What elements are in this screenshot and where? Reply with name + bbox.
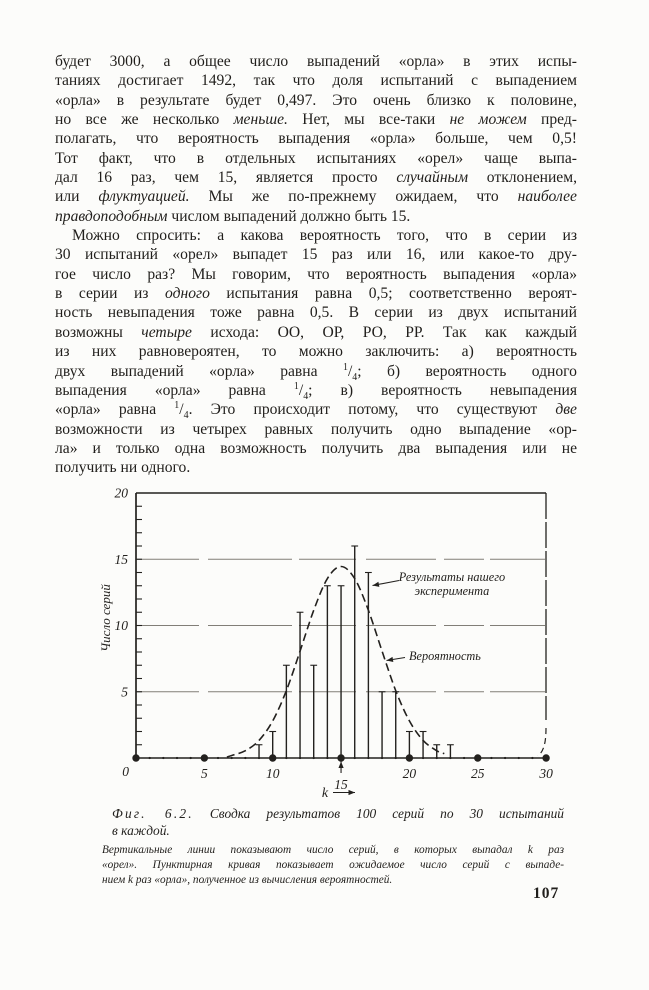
x-major-dot xyxy=(542,754,549,761)
text-line xyxy=(55,323,577,342)
figure-footnote xyxy=(102,843,564,888)
y-label-0: 0 xyxy=(122,764,129,779)
text-segment: . Это происходит потому, что существуют xyxy=(188,401,556,419)
x-axis-arrow-head xyxy=(349,790,356,795)
text-segment: раз xyxy=(532,844,564,856)
text-segment: но все же несколько xyxy=(55,111,234,129)
x-major-dot xyxy=(201,754,208,761)
text-segment: четыре xyxy=(141,323,192,341)
text-segment: две xyxy=(555,401,577,419)
body-text xyxy=(55,52,577,478)
x-dot xyxy=(299,757,301,759)
x-dot xyxy=(176,757,178,759)
x-label-25: 25 xyxy=(471,766,485,781)
x-label-20: 20 xyxy=(402,766,417,781)
x-dot xyxy=(285,757,287,759)
text-segment: / xyxy=(347,362,353,380)
bars-annotation-line2: эксперимента xyxy=(414,584,490,598)
x-dot xyxy=(518,757,520,759)
text-segment: испытания равна 0,5; соответственно вероят- xyxy=(209,285,577,303)
text-line xyxy=(55,381,577,400)
x-label-15: 15 xyxy=(334,777,348,792)
text-segment: 1 xyxy=(342,361,348,373)
x-dot xyxy=(190,757,192,759)
figure-6-2-chart xyxy=(88,476,588,806)
x-dot xyxy=(367,757,369,759)
text-segment: Мы же по-прежнему ожидаем, что xyxy=(189,188,518,206)
x-dot xyxy=(162,757,164,759)
x-dot xyxy=(326,757,328,759)
x-dot xyxy=(504,757,506,759)
text-segment: дал 16 раз, чем 15, является просто xyxy=(55,169,397,187)
text-line xyxy=(102,873,564,888)
text-segment: k xyxy=(527,844,533,856)
y-label-5: 5 xyxy=(121,684,128,700)
x-dot xyxy=(422,757,424,759)
x-major-dot xyxy=(132,754,139,761)
text-segment: Тот факт, что в отдельных испытаниях «орел» чаще выпа- xyxy=(55,149,577,167)
curve-annotation-arrow-head xyxy=(387,657,394,662)
x-major-dot xyxy=(474,754,481,761)
text-segment: одного xyxy=(164,285,210,303)
text-segment: k xyxy=(128,874,134,886)
curve-annotation: Вероятность xyxy=(409,649,481,663)
x-label-10: 10 xyxy=(265,766,280,781)
x-dot xyxy=(449,757,451,759)
text-segment: ; б) вероятность одного xyxy=(357,362,577,380)
x-dot xyxy=(258,757,260,759)
text-segment: или xyxy=(55,188,99,206)
text-line xyxy=(55,52,577,71)
text-segment: правдоподобным xyxy=(55,207,168,225)
text-segment: 30 испытаний «орел» выпадет 15 раз или 16, или какое-то дру- xyxy=(55,246,577,264)
text-segment: отклонением, xyxy=(468,169,577,187)
x-dot xyxy=(313,757,315,759)
x-label-5: 5 xyxy=(200,766,208,781)
text-segment: двух выпадений «орла» равна xyxy=(55,362,343,380)
text-line xyxy=(55,149,577,168)
text-line xyxy=(112,822,564,839)
text-line xyxy=(55,71,577,90)
x-dot xyxy=(395,757,397,759)
text-segment: в каждой. xyxy=(112,823,170,838)
text-segment: раз «орла», полученное из вычисления вероятностей. xyxy=(133,874,393,886)
text-segment: / xyxy=(179,401,184,419)
text-segment: Можно спросить: а какова вероятность того, что в серии из xyxy=(72,227,577,245)
text-line xyxy=(55,342,577,361)
text-segment: 4 xyxy=(352,371,358,383)
y-label-15: 15 xyxy=(114,551,128,567)
text-segment: 4 xyxy=(183,410,189,422)
text-line xyxy=(55,265,577,284)
text-segment: будет 3000, а общее число выпадений «орла» в этих испы- xyxy=(55,53,577,70)
tick-15-arrow-head xyxy=(338,762,343,769)
x-dot xyxy=(463,757,465,759)
x-dot xyxy=(231,757,233,759)
x-axis-title: k xyxy=(321,786,329,801)
text-line xyxy=(55,400,577,422)
x-dot xyxy=(149,757,151,759)
text-segment: случайным xyxy=(396,169,469,187)
text-segment: Нет, мы все-таки xyxy=(287,111,450,129)
text-line xyxy=(55,168,577,187)
x-dot xyxy=(354,757,356,759)
x-dot xyxy=(531,757,533,759)
text-line xyxy=(55,303,577,322)
text-line xyxy=(112,805,564,822)
text-segment: гое число раз? Мы говорим, что вероятность выпадения «орла» xyxy=(55,265,577,283)
x-dot xyxy=(244,757,246,759)
text-line xyxy=(55,187,577,206)
x-dot xyxy=(436,757,438,759)
bars-annotation-line1: Результаты нашего xyxy=(398,570,506,584)
figure-caption xyxy=(112,805,564,839)
text-segment: / xyxy=(298,381,304,399)
text-line xyxy=(55,439,577,458)
text-segment: исхода: ОО, ОР, РО, РР. Так как каждый xyxy=(191,323,577,341)
text-segment: пред- xyxy=(526,111,577,129)
text-segment: ла» и только одна возможность получить два выпадения или не xyxy=(55,439,577,457)
text-segment: нием xyxy=(102,874,129,886)
text-line xyxy=(55,458,577,477)
text-segment: не можем xyxy=(449,111,527,129)
text-segment: наиболее xyxy=(517,188,577,206)
text-segment: в серии из xyxy=(55,285,165,303)
text-line xyxy=(55,110,577,129)
text-segment: выпадения «орла» равна xyxy=(55,381,294,399)
text-segment: «орел». Пунктирная кривая показывает ожидаемое число серий с выпаде- xyxy=(102,859,564,871)
page-number: 107 xyxy=(533,885,560,902)
y-axis-title: Число серий xyxy=(98,584,113,652)
y-label-20: 20 xyxy=(114,485,128,501)
text-segment: возможности из четырех равных получить одно выпадение «ор- xyxy=(55,420,577,438)
text-segment: возможны xyxy=(55,323,142,341)
bars-annotation-arrow-head xyxy=(373,582,380,587)
text-line xyxy=(102,858,564,873)
text-segment: флуктуацией. xyxy=(98,188,190,206)
text-segment: числом выпадений должно быть 15. xyxy=(167,207,411,225)
text-line xyxy=(55,129,577,148)
text-line xyxy=(102,843,564,858)
text-segment: полагать, что вероятность выпадения «орла» больше, чем 0,5! xyxy=(55,130,577,148)
text-segment: Фиг. 6.2. xyxy=(112,806,194,821)
text-segment: меньше. xyxy=(233,111,288,129)
y-label-10: 10 xyxy=(114,618,128,633)
text-segment: «орла» в результате будет 0,497. Это очень близко к половине, xyxy=(55,91,577,109)
text-line xyxy=(55,362,577,381)
text-segment: ; в) вероятность невыпадения xyxy=(308,381,577,399)
x-dot xyxy=(381,757,383,759)
text-segment: 1 xyxy=(174,400,180,411)
text-line xyxy=(55,420,577,439)
x-label-30: 30 xyxy=(539,766,553,781)
text-segment: «орла» равна xyxy=(55,401,175,419)
text-line xyxy=(55,245,577,264)
text-line xyxy=(55,91,577,110)
text-line xyxy=(55,226,577,245)
text-segment: ность невыпадения тоже равна 0,5. В серии из двух испытаний xyxy=(55,304,577,322)
text-segment: Сводка результатов 100 серий по 30 испытаний xyxy=(193,806,564,821)
text-segment: получить ни одного. xyxy=(55,459,191,477)
text-segment: из них равновероятен, то можно заключить: а) вероятность xyxy=(55,343,577,361)
text-segment: таниях достигает 1492, так что доля испытаний с выпадением xyxy=(55,72,577,90)
x-dot xyxy=(490,757,492,759)
text-segment: Вертикальные линии показывают число серий, в которых выпадал xyxy=(102,844,528,856)
text-segment: 4 xyxy=(303,390,309,402)
text-segment: 1 xyxy=(293,380,299,392)
x-dot xyxy=(217,757,219,759)
text-line xyxy=(55,284,577,303)
frame-right-curl xyxy=(538,728,546,756)
text-line xyxy=(55,207,577,226)
